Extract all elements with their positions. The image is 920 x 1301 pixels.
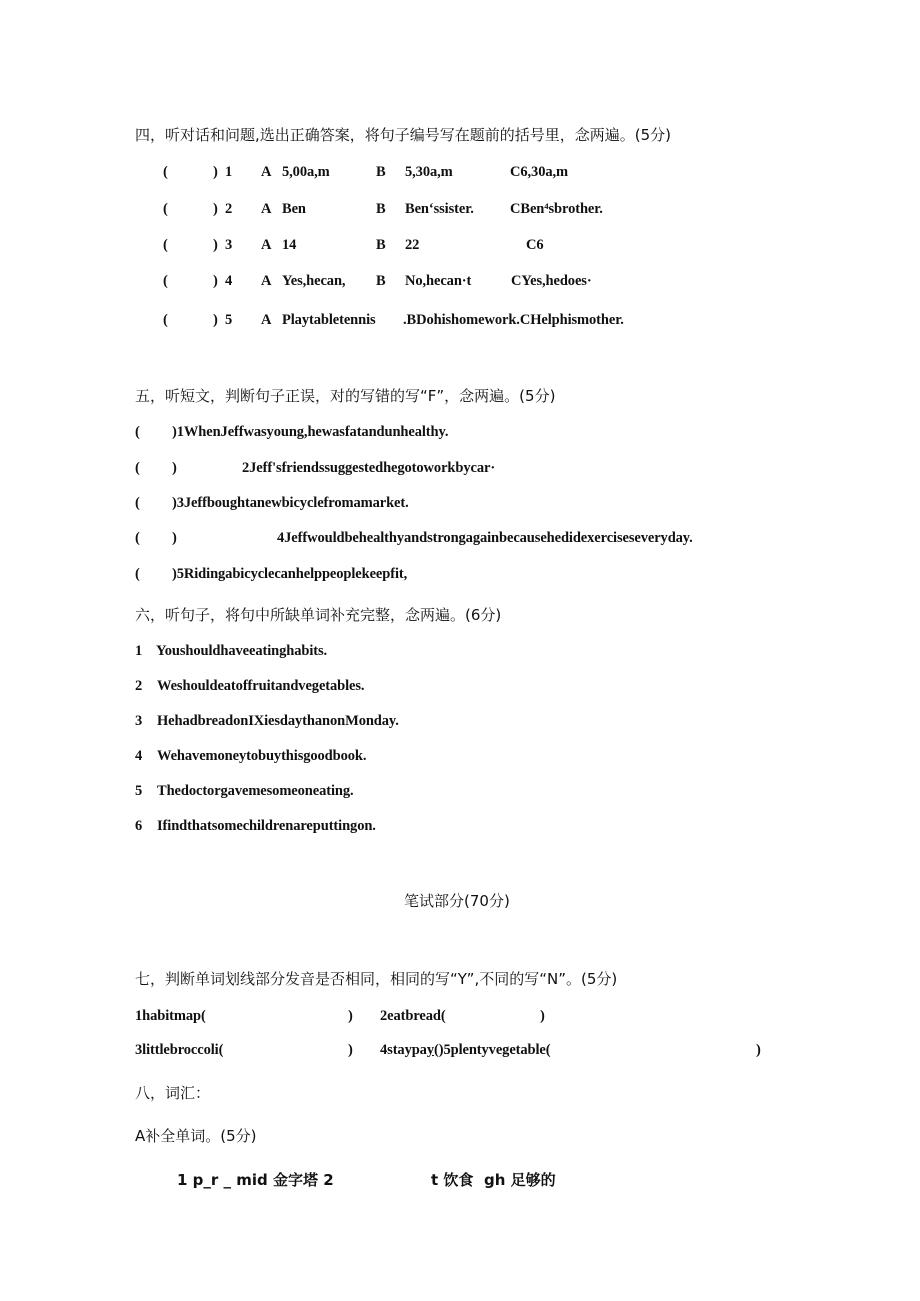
option-c-text: CYes,hedoes·: [511, 273, 592, 289]
subsection-a-title: A补全单词。(5分): [135, 1127, 257, 1145]
paren-open: (: [163, 237, 168, 253]
paren-close: ): [172, 530, 177, 546]
sentence-text: HehadbreadonIXiesdaythanonMonday.: [157, 713, 399, 729]
option-a-label: A: [261, 164, 272, 180]
paren-close: ): [213, 164, 218, 180]
item-number: 2: [135, 678, 143, 694]
option-b-text: No,hecan·t: [405, 273, 472, 289]
paren-open: (: [135, 460, 140, 476]
written-part-title: 笔试部分(70分): [404, 892, 510, 910]
option-a-label: A: [261, 312, 272, 328]
section-4-title: 四，听对话和问题,选出正确答案，将句子编号写在题前的括号里，念两遍。(5分): [135, 126, 672, 144]
word-pair-1: 1habitmap(: [135, 1008, 206, 1024]
option-c-text: C6: [526, 237, 544, 253]
option-a-text: Playtabletennis: [282, 312, 376, 328]
option-b-label: B: [376, 273, 386, 289]
statement-text: )1WhenJeffwasyoung,hewasfatandunhealthy.: [172, 424, 449, 440]
word-2: t 饮食: [431, 1171, 474, 1189]
paren-close: ): [172, 460, 177, 476]
option-b-c-text: .BDohishomework.CHelphismother.: [403, 312, 624, 328]
statement-text: 2Jeff'sfriendssuggestedhegotoworkbycar·: [242, 460, 496, 476]
option-a-text: 14: [282, 237, 297, 253]
word-pair-3: 3littlebroccoli(: [135, 1042, 224, 1058]
sentence-text: Thedoctorgavemesomeoneating.: [157, 783, 354, 799]
paren-open: (: [163, 273, 168, 289]
item-number: 6: [135, 818, 143, 834]
section-7-title: 七，判断单词划线部分发音是否相同，相同的写“Y”,不同的写“N”。(5分): [135, 970, 618, 988]
paren-close: ): [213, 237, 218, 253]
paren-open: (: [163, 312, 168, 328]
section-6-title: 六，听句子，将句中所缺单词补充完整，念两遍。(6分): [135, 606, 502, 624]
item-number: 3: [135, 713, 143, 729]
option-a-text: 5,00a,m: [282, 164, 330, 180]
paren-open: (: [135, 495, 140, 511]
option-c-text: C6,30a,m: [510, 164, 569, 180]
paren-close: ): [213, 312, 218, 328]
question-number: 2: [225, 201, 233, 217]
section-5-title: 五，听短文，判断句子正误，对的写错的写“F”，念两遍。(5分): [135, 387, 556, 405]
paren-open: (: [135, 424, 140, 440]
option-b-label: B: [376, 164, 386, 180]
option-b-text: 22: [405, 237, 420, 253]
sentence-text: Ifindthatsomechildrenareputtingon.: [157, 818, 376, 834]
word-pair-5-text: ()5plentyvegetable(: [434, 1042, 551, 1058]
option-b-label: B: [376, 201, 386, 217]
question-number: 1: [225, 164, 233, 180]
underlined-letter: y: [426, 1042, 434, 1058]
word-1: 1 p_r _ mid 金字塔 2: [177, 1171, 334, 1189]
paren-close: ): [540, 1008, 545, 1024]
item-number: 1: [135, 643, 143, 659]
paren-open: (: [163, 201, 168, 217]
sentence-text: Youshouldhaveeatinghabits.: [156, 643, 328, 659]
question-number: 4: [225, 273, 233, 289]
question-number: 3: [225, 237, 233, 253]
sentence-text: Wehavemoneytobuythisgoodbook.: [157, 748, 367, 764]
word-pair-4-prefix: 4staypa: [380, 1042, 427, 1058]
statement-text: )3Jeffboughtanewbicyclefromamarket.: [172, 495, 409, 511]
paren-open: (: [163, 164, 168, 180]
option-b-label: B: [376, 237, 386, 253]
paren-close: ): [213, 201, 218, 217]
paren-open: (: [135, 566, 140, 582]
option-a-label: A: [261, 201, 272, 217]
question-number: 5: [225, 312, 233, 328]
paren-close: ): [348, 1042, 353, 1058]
option-b-text: Ben‘ssister.: [405, 201, 474, 217]
word-3: gh 足够的: [484, 1171, 556, 1189]
option-c-text: CBen⁴sbrother.: [510, 201, 603, 217]
paren-open: (: [135, 530, 140, 546]
statement-text: 4Jeffwouldbehealthyandstrongagainbecausehedidexerciseseveryday.: [277, 530, 693, 546]
option-a-label: A: [261, 237, 272, 253]
option-a-text: Ben: [282, 201, 306, 217]
option-a-label: A: [261, 273, 272, 289]
item-number: 4: [135, 748, 143, 764]
paren-close: ): [756, 1042, 761, 1058]
section-8-title: 八，词汇：: [135, 1084, 211, 1102]
option-b-text: 5,30a,m: [405, 164, 453, 180]
statement-text: )5Ridingabicyclecanhelppeoplekeepfit,: [172, 566, 408, 582]
option-a-text: Yes,hecan,: [282, 273, 346, 289]
sentence-text: Weshouldeatoffruitandvegetables.: [157, 678, 365, 694]
item-number: 5: [135, 783, 143, 799]
paren-close: ): [213, 273, 218, 289]
paren-close: ): [348, 1008, 353, 1024]
word-pair-4-and-5: [380, 1042, 551, 1059]
word-pair-2: 2eatbread(: [380, 1008, 446, 1024]
